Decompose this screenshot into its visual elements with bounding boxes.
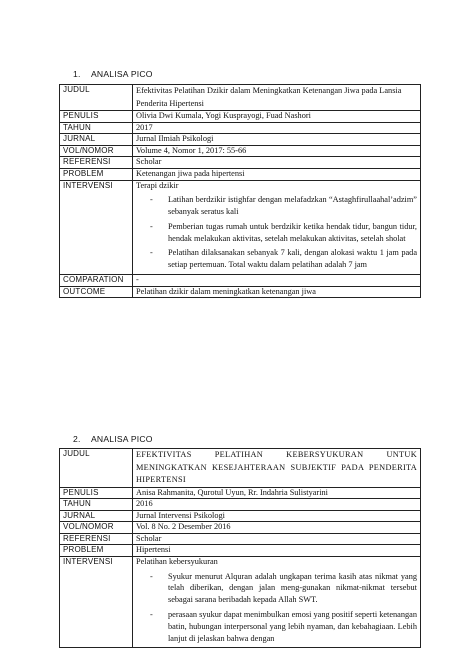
table-row — [60, 286, 421, 298]
table-row — [60, 499, 421, 511]
row-value-penulis: Olivia Dwi Kumala, Yogi Kusprayogi, Fuad Nashori — [133, 111, 421, 123]
dash-bullet-icon: - — [150, 610, 153, 620]
row-value-vol: Volume 4, Nomor 1, 2017: 55-66 — [133, 145, 421, 157]
bullet-text: Pelatihan dilaksanakan sebanyak 7 kali, dengan alokasi waktu 1 jam pada setiap pertemuan. Total waktu dalam pelatihan adalah 7 jam — [168, 248, 417, 270]
table-row — [60, 157, 421, 169]
row-value-judul: EFEKTIVITAS PELATIHAN KEBERSYUKURAN UNTUK MENINGKATKAN KESEJAHTERAAN SUBJEKTIF PADA PENDERITA HIPERTENSI — [133, 449, 421, 488]
row-key-vol: VOL/NOMOR — [60, 522, 133, 534]
row-key-jurnal: JURNAL — [60, 134, 133, 146]
table-row — [60, 122, 421, 134]
table-row — [60, 545, 421, 557]
row-key-comparation: COMPARATION — [60, 274, 133, 286]
row-key-problem: PROBLEM — [60, 168, 133, 180]
section-title: ANALISA PICO — [91, 434, 153, 444]
row-value-judul: Efektivitas Pelatihan Dzikir dalam Meningkatkan Ketenangan Jiwa pada Lansia Penderita Hipertensi — [133, 85, 421, 111]
section-1-heading — [73, 69, 153, 79]
row-key-judul: JUDUL — [60, 449, 133, 488]
section-number: 2. — [73, 434, 81, 444]
row-key-jurnal: JURNAL — [60, 510, 133, 522]
row-value-referensi: Scholar — [133, 157, 421, 169]
list-item — [150, 221, 417, 245]
table-row — [60, 168, 421, 180]
table-row — [60, 134, 421, 146]
row-value-comparation: - — [133, 274, 421, 286]
table-row — [60, 145, 421, 157]
row-value-penulis: Anisa Rahmanita, Qurotul Uyun, Rr. Indahria Sulistyarini — [133, 487, 421, 499]
row-key-referensi: REFERENSI — [60, 157, 133, 169]
row-key-referensi: REFERENSI — [60, 533, 133, 545]
row-value-jurnal: Jurnal Intervensi Psikologi — [133, 510, 421, 522]
list-item — [150, 609, 417, 644]
row-value-jurnal: Jurnal Ilmiah Psikologi — [133, 134, 421, 146]
bullet-text: Pemberian tugas rumah untuk berdzikir ketika hendak tidur, bangun tidur, hendak melakukan aktivitas, setelah melakukan aktivitas, setelah sholat — [168, 221, 417, 243]
row-key-intervensi: INTERVENSI — [60, 557, 133, 648]
intervensi-title: Terapi dzikir — [136, 180, 179, 190]
dash-bullet-icon: - — [150, 221, 153, 231]
row-value-tahun: 2017 — [133, 122, 421, 134]
table-row — [60, 487, 421, 499]
table-row — [60, 557, 421, 648]
section-2-heading — [73, 434, 153, 444]
list-item — [150, 194, 417, 218]
table-row — [60, 85, 421, 111]
row-key-vol: VOL/NOMOR — [60, 145, 133, 157]
row-key-problem: PROBLEM — [60, 545, 133, 557]
table-row — [60, 533, 421, 545]
row-key-outcome: OUTCOME — [60, 286, 133, 298]
section-title: ANALISA PICO — [91, 69, 153, 79]
table-row — [60, 111, 421, 123]
row-key-penulis: PENULIS — [60, 487, 133, 499]
table-row — [60, 274, 421, 286]
table-row — [60, 449, 421, 488]
intervensi-bullet-list — [136, 194, 417, 271]
dash-bullet-icon: - — [150, 248, 153, 258]
row-value-problem: Ketenangan jiwa pada hipertensi — [133, 168, 421, 180]
row-value-tahun: 2016 — [133, 499, 421, 511]
row-key-intervensi: INTERVENSI — [60, 180, 133, 274]
list-item — [150, 571, 417, 606]
row-value-intervensi — [133, 180, 421, 274]
row-key-tahun: TAHUN — [60, 122, 133, 134]
row-value-referensi: Scholar — [133, 533, 421, 545]
row-value-vol: Vol. 8 No. 2 Desember 2016 — [133, 522, 421, 534]
row-value-intervensi — [133, 557, 421, 648]
dash-bullet-icon: - — [150, 195, 153, 205]
row-key-judul: JUDUL — [60, 85, 133, 111]
dash-bullet-icon: - — [150, 571, 153, 581]
pico-table-1 — [59, 84, 421, 298]
intervensi-title: Pelatihan kebersyukuran — [136, 557, 218, 567]
row-key-tahun: TAHUN — [60, 499, 133, 511]
bullet-text: Latihan berdzikir istighfar dengan melafadzkan “Astaghfirullaahal’adzim” sebanyak seratus kali — [168, 195, 417, 216]
table-row — [60, 522, 421, 534]
list-item — [150, 247, 417, 271]
intervensi-bullet-list — [136, 571, 417, 645]
bullet-text: Syukur menurut Alquran adalah ungkapan terima kasih atas nikmat yang telah diberikan, dengan jalan meng-gunakan nikmat-nikmat tersebut sebagai sarana beribadah kepada Allah SWT. — [168, 571, 417, 605]
row-key-penulis: PENULIS — [60, 111, 133, 123]
row-value-outcome: Pelatihan dzikir dalam meningkatkan ketenangan jiwa — [133, 286, 421, 298]
row-value-problem: Hipertensi — [133, 545, 421, 557]
section-number: 1. — [73, 69, 81, 79]
bullet-text: perasaan syukur dapat menimbulkan emosi yang positif seperti ketenangan batin, hubungan interpersonal yang lebih nyaman, dan kebahagiaan. Lebih lanjut di jelaskan bahwa dengan — [168, 610, 417, 643]
table-row — [60, 510, 421, 522]
table-row — [60, 180, 421, 274]
pico-table-2 — [59, 448, 421, 648]
